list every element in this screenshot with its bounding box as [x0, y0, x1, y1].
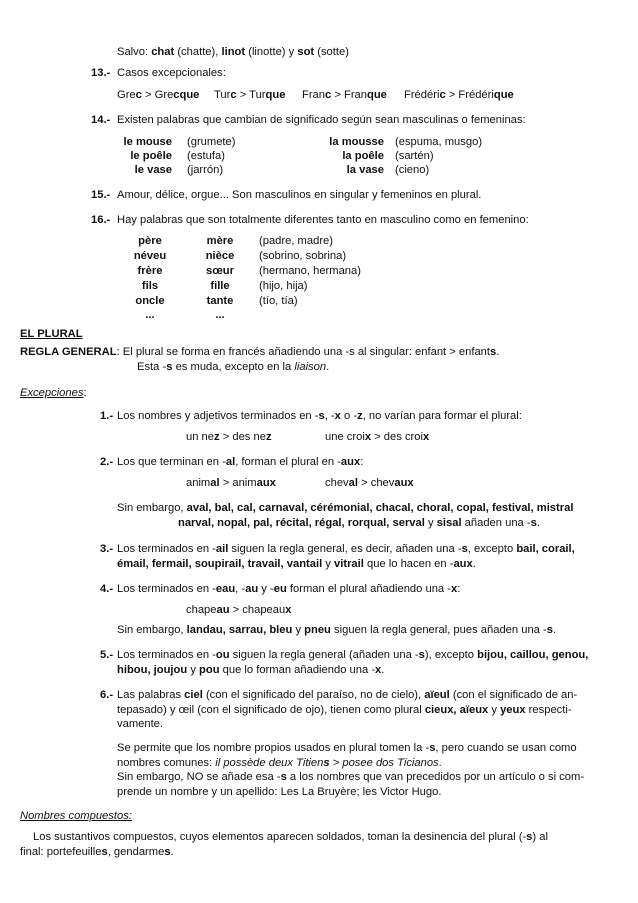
word-neveu: néveu — [133, 250, 167, 262]
meaning-grumete: (grumete) — [187, 136, 236, 148]
proper-names-line3: Sin embargo, NO se añade esa -s a los nombres que van precedidos por un artículo o si com- — [117, 771, 585, 783]
word-la-vase: la vase — [346, 164, 384, 176]
compound-nouns-line1: Los sustantivos compuestos, cuyos elementos aparecen soldados, toman la desinencia del plural (-s) al — [33, 831, 548, 843]
exception-4-number: 4.- — [100, 583, 114, 595]
exception-6-line1: Las palabras ciel (con el significado del paraíso, no de cielo), aïeul (con el significado de an- — [117, 689, 578, 701]
exception-3-line1: Los terminados en -ail siguen la regla general, es decir, añaden una -s, excepto bail, corail, — [117, 543, 575, 555]
exception-5-line1: Los terminados en -ou siguen la regla general (añaden una -s), excepto bijou, caillou, genou, — [117, 649, 589, 661]
meaning-jarron: (jarrón) — [187, 164, 224, 176]
salvo-line: Salvo: chat (chatte), linot (linotte) y sot (sotte) — [117, 46, 349, 58]
item-14-text: Existen palabras que cambian de significado según sean masculinas o femeninas: — [117, 114, 526, 126]
exception-2-list-line1: Sin embargo, aval, bal, cal, carnaval, cérémonial, chacal, choral, copal, festival, mistral — [117, 502, 574, 514]
exception-5-line2: hibou, joujou y pou que lo forman añadiendo una -x. — [117, 664, 385, 676]
example-animal: animal > animaux — [186, 477, 276, 489]
example-nez: un nez > des nez — [186, 431, 272, 443]
exception-2-list-line2: narval, nopal, pal, récital, régal, rorqual, serval y sisal añaden una -s. — [178, 517, 540, 529]
item-13-number: 13.- — [91, 67, 111, 79]
word-oncle: oncle — [135, 295, 165, 307]
meaning-hijo: (hijo, hija) — [259, 280, 308, 292]
item-15-number: 15.- — [91, 189, 111, 201]
compound-nouns-line2: final: portefeuilles, gendarmes. — [20, 846, 174, 858]
example-cheval: cheval > chevaux — [325, 477, 414, 489]
meaning-estufa: (estufa) — [187, 150, 225, 162]
word-la-poele: la poêle — [342, 150, 384, 162]
exception-6-number: 6.- — [100, 689, 114, 701]
item-13-text: Casos excepcionales: — [117, 67, 226, 79]
exception-2-text: Los que terminan en -al, forman el plural en -aux: — [117, 456, 364, 468]
exception-4-text: Los terminados en -eau, -au y -eu forman el plural añadiendo una -x: — [117, 583, 461, 595]
meaning-espuma: (espuma, musgo) — [395, 136, 483, 148]
meaning-padre-madre: (padre, madre) — [259, 235, 333, 247]
word-frere: frère — [137, 265, 163, 277]
proper-names-line1: Se permite que los nombre propios usados en plural tomen la -s, pero cuando se usan como — [117, 742, 577, 754]
item-16-text: Hay palabras que son totalmente diferentes tanto en masculino como en femenino: — [117, 214, 529, 226]
ellipsis-left: ... — [145, 309, 155, 321]
exception-4-sin-embargo: Sin embargo, landau, sarrau, bleu y pneu siguen la regla general, pues añaden una -s. — [117, 624, 557, 636]
example-turc: Turc > Turque — [214, 89, 286, 101]
exception-1-text: Los nombres y adjetivos terminados en -s, -x o -z, no varían para formar el plural: — [117, 410, 522, 422]
word-mere: mère — [206, 235, 234, 247]
regla-general-note: Esta -s es muda, excepto en la liaison. — [137, 361, 330, 373]
word-pere: père — [138, 235, 162, 247]
ellipsis-right: ... — [215, 309, 225, 321]
example-frederic: Frédéric > Frédérique — [404, 89, 514, 101]
meaning-sobrino: (sobrino, sobrina) — [259, 250, 347, 262]
exception-3-number: 3.- — [100, 543, 114, 555]
exception-6-line3: vamente. — [117, 718, 164, 730]
word-le-mouse: le mouse — [123, 136, 172, 148]
item-16-number: 16.- — [91, 214, 111, 226]
compound-nouns-heading: Nombres compuestos: — [20, 810, 132, 822]
meaning-cieno: (cieno) — [395, 164, 430, 176]
example-grec: Grec > Grecque — [117, 89, 200, 101]
word-le-vase: le vase — [134, 164, 172, 176]
word-le-poele: le poêle — [130, 150, 172, 162]
section-title-plural: EL PLURAL — [20, 328, 83, 340]
excepciones-heading: Excepciones: — [20, 387, 87, 399]
word-tante: tante — [206, 295, 234, 307]
word-fille: fille — [210, 280, 230, 292]
meaning-hermano: (hermano, hermana) — [259, 265, 361, 277]
proper-names-line2: nombres comunes: il possède deux Titiens > posee dos Ticianos. — [117, 757, 442, 769]
word-la-mousse: la mousse — [329, 136, 384, 148]
exception-5-number: 5.- — [100, 649, 114, 661]
exception-3-line2: émail, fermail, soupirail, travail, vantail y vitrail que lo hacen en -aux. — [117, 558, 476, 570]
example-croix: une croix > des croix — [325, 431, 430, 443]
word-niece: nièce — [205, 250, 235, 262]
proper-names-line4: prende un nombre y un apellido: Les La Bruyère; les Victor Hugo. — [117, 786, 442, 798]
item-15-text: Amour, délice, orgue... Son masculinos en singular y femeninos en plural. — [117, 189, 482, 201]
meaning-tio: (tío, tía) — [259, 295, 298, 307]
meaning-sarten: (sartén) — [395, 150, 434, 162]
exception-6-line2: tepasado) y œil (con el significado de ojo), tienen como plural cieux, aïeux y yeux respecti- — [117, 704, 572, 716]
regla-general-line: REGLA GENERAL: El plural se forma en francés añadiendo una -s al singular: enfant > enfants. — [20, 346, 500, 358]
exception-1-number: 1.- — [100, 410, 114, 422]
word-soeur: sœur — [206, 265, 234, 277]
word-fils: fils — [141, 280, 159, 292]
item-14-number: 14.- — [91, 114, 111, 126]
example-chapeau: chapeau > chapeaux — [186, 604, 292, 616]
example-franc: Franc > Franque — [302, 89, 387, 101]
exception-2-number: 2.- — [100, 456, 114, 468]
